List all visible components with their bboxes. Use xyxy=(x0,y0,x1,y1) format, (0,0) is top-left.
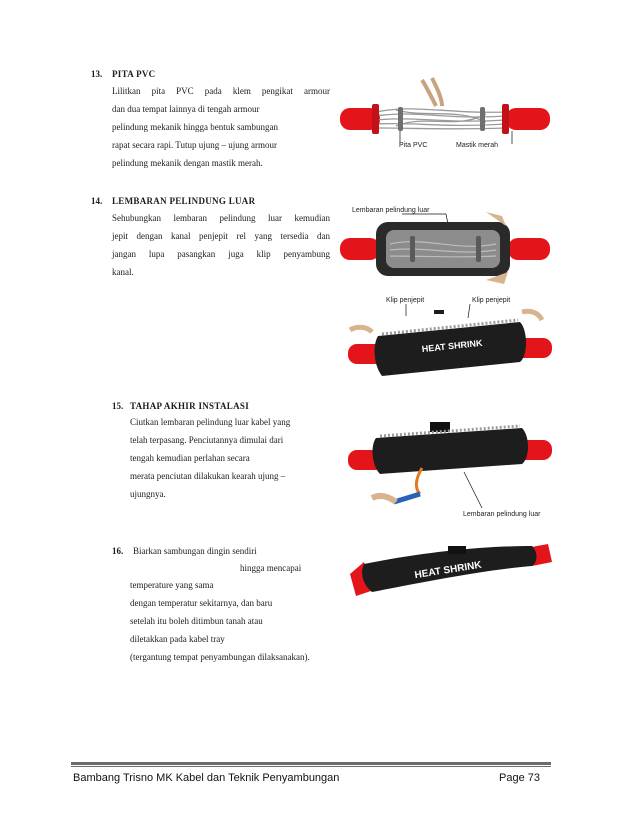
pvc-tape-illustration xyxy=(336,74,556,160)
cable-end-right xyxy=(506,108,550,130)
step-13-line-5: pelindung mekanik dengan mastik merah. xyxy=(112,158,263,168)
step-16-line-7: (tergantung tempat penyambungan dilaksanakan). xyxy=(130,652,310,662)
step-14-line-3: jangan lupa pasangkan juga klip penyambung xyxy=(112,249,330,259)
step-15-line-5: ujungnya. xyxy=(130,489,166,499)
footer-page-number: Page 73 xyxy=(499,772,540,784)
step-15-title: TAHAP AKHIR INSTALASI xyxy=(130,401,249,411)
step-15-line-2: telah terpasang. Penciutannya dimulai dari xyxy=(130,435,284,445)
step-16-number: 16. xyxy=(112,546,124,556)
clamp-band-right xyxy=(502,104,509,134)
step-16-line-3: temperature yang sama xyxy=(130,580,214,590)
step-14-line-1: Sehubungkan lembaran pelindung luar kemudian xyxy=(112,213,330,223)
step-14-title: LEMBARAN PELINDUNG LUAR xyxy=(112,196,256,206)
hand-tape-illustration xyxy=(422,78,442,106)
outer-sleeve-open-illustration xyxy=(336,212,556,288)
caption-lembaran-14: Lembaran pelindung luar xyxy=(352,207,430,214)
step-14-line-2: jepit dengan kanal penjepit rel yang tersedia dan xyxy=(112,231,330,241)
step-13-line-4: rapat secara rapi. Tutup ujung – ujung armour xyxy=(112,140,277,150)
step-13-number: 13. xyxy=(91,69,103,79)
finished-joint-illustration xyxy=(344,540,556,602)
step-14-number: 14. xyxy=(91,196,103,206)
step-14-line-4: kanal. xyxy=(112,267,134,277)
sleeve-label-14: HEAT SHRINK xyxy=(421,337,483,355)
gas-torch xyxy=(394,494,420,502)
step-16-line-2: hingga mencapai xyxy=(240,563,302,573)
step-13-title: PITA PVC xyxy=(112,69,156,79)
step-15-line-1: Ciutkan lembaran pelindung luar kabel yang xyxy=(130,417,291,427)
step-13-line-1: Lilitkan pita PVC pada klem pengikat armour xyxy=(112,86,330,96)
clip-piece xyxy=(434,310,444,314)
step-15-line-4: merata penciutan dilakukan kearah ujung – xyxy=(130,471,286,481)
torch-flame xyxy=(416,468,422,494)
step-16-line-4: dengan temperatur sekitarnya, dan baru xyxy=(130,598,273,608)
caption-klip-penjepit-1: Klip penjepit xyxy=(386,297,425,304)
step-15-number: 15. xyxy=(112,401,124,411)
caption-pita-pvc: Pita PVC xyxy=(399,142,428,149)
clamp-band-left xyxy=(372,104,379,134)
step-13-line-2: dan dua tempat lainnya di tengah armour xyxy=(112,104,260,114)
footer-rule-thick xyxy=(71,762,551,765)
step-15-line-3: tengah kemudian perlahan secara xyxy=(130,453,250,463)
sleeve-label-16: HEAT SHRINK xyxy=(413,559,483,582)
step-13-line-3: pelindung mekanik hingga bentuk sambungan xyxy=(112,122,278,132)
pvc-tape-wrap-1 xyxy=(398,107,403,131)
shrinking-sleeve xyxy=(373,428,528,474)
heat-shrink-closed-illustration xyxy=(342,304,556,384)
caption-mastik-merah: Mastik merah xyxy=(456,142,499,149)
caption-lembaran-15: Lembaran pelindung luar xyxy=(463,511,541,518)
pvc-tape-wrap-2 xyxy=(480,107,485,131)
step-16-line-1: Biarkan sambungan dingin sendiri xyxy=(133,546,257,556)
step-16-line-6: diletakkan pada kabel tray xyxy=(130,634,225,644)
caption-klip-penjepit-2: Klip penjepit xyxy=(472,297,511,304)
heat-shrinking-illustration xyxy=(346,408,556,512)
footer-left: Bambang Trisno MK Kabel dan Teknik Penyambungan xyxy=(73,772,340,784)
step-16-line-5: setelah itu boleh ditimbun tanah atau xyxy=(130,616,263,626)
armour-wires xyxy=(376,109,506,129)
footer-rule-thin xyxy=(71,766,551,767)
